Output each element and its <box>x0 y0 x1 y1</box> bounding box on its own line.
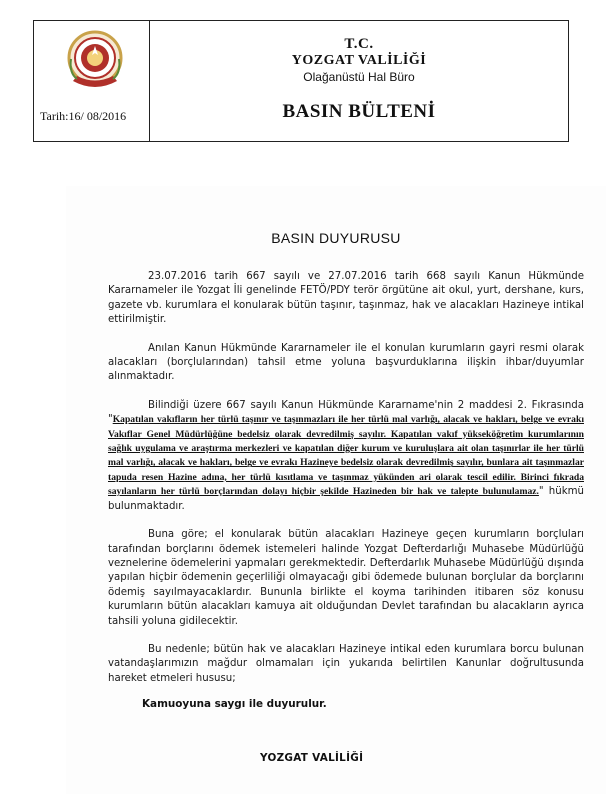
signature-line: YOZGAT VALİLİĞİ <box>260 752 364 764</box>
decree-intro: Bilindiği üzere 667 sayılı Kanun Hükmünde Kararname'nin 2 maddesi 2. Fıkrasında " <box>108 399 584 426</box>
paragraph-seizure: 23.07.2016 tarih 667 sayılı ve 27.07.2016 tarih 668 sayılı Kanun Hükmünde Kararnameler ile Yozgat İli genelinde FETÖ/PDY terör örgütüne ait okul, yurt, dershane, kurs, gazete vb. kurumlara el konularak bütün taşınır, taşınmaz, hak ve alacakları Hazineye intikal ettirilmiştir. <box>108 271 584 326</box>
header-right-cell <box>150 21 568 141</box>
governorship-seal-icon <box>65 29 125 93</box>
announcement-title: BASIN DUYURUSU <box>271 230 401 246</box>
paragraph-conclusion: Bu nedenle; bütün hak ve alacakları Hazineye intikal eden kurumlara borcu bulunan vatandaşlarımızın mağdur olmamaları için yukarıda belirtilen Kanunlar doğrultusunda hareket etmeleri hususu; <box>108 643 584 684</box>
announcement-body <box>108 270 584 700</box>
governorship-title: YOZGAT VALİLİĞİ <box>291 53 427 68</box>
office-name: Olağanüstü Hal Büro <box>303 70 415 84</box>
bulletin-title: BASIN BÜLTENİ <box>282 101 436 122</box>
paragraph-payment-instructions: Buna göre; el konularak bütün alacakları Hazineye geçen kurumların borçluları tarafından borçlarını ödemek istemeleri halinde Yozgat Defterdarlığı Muhasebe Müdürlüğü veznelerine ödemelerini yapmaları gerekmektedir. Defterdarlık Muhasebe Müdürlüğü dışında yapılan hiçbir ödemenin geçerliliği olmayacağı gibi ödemede bulunan borçlular da borçlarını ödemiş sayılmayacaklardır. Bununla birlikte el koyma tarihinden itibaren söz konusu kurumların bütün alacakları kamuya ait olduğundan Devlet tarafından bu alacakların ayrıca tahsili yoluna gidilecektir. <box>108 529 584 627</box>
closing-line: Kamuoyuna saygı ile duyurulur. <box>142 698 327 710</box>
bulletin-date: Tarih:16/ 08/2016 <box>40 109 127 123</box>
press-announcement <box>66 186 606 794</box>
paragraph-informal-collection: Anılan Kanun Hükmünde Kararnameler ile el konulan kurumların gayri resmi olarak alacakları (borçlularından) tahsil etme yoluna başvurduklarına ilişkin ihbar/duyumlar alınmaktadır. <box>108 342 584 383</box>
header-left-cell <box>34 21 150 141</box>
decree-outro: " hükmü bulunmaktadır. <box>108 486 584 512</box>
country-label: T.C. <box>344 36 374 52</box>
decree-quote: Kapatılan vakıfların her türlü taşınır ve taşınmazları ile her türlü mal varlığı, alacak ve hakları, belge ve evrakı Vakıflar Genel Müdürlüğüne bedelsiz olarak devredilmiş sayılır. Kapatılan vakıf yükseköğretim kurumlarının sağlık uygulama ve araştırma merkezleri ve kapatılan diğer kurum ve kuruluşlara ait olan taşınırlar ile her türlü mal varlığı, alacak ve hakları, belge ve evrakı Hazineye bedelsiz olarak devredilmiş sayılır, bunlara ait taşınmazlar tapuda resen Hazine adına, her türlü kısıtlama ve taşınmaz yükünden ari olarak tescil edilir. Birinci fıkrada sayılanların her türlü borçlarından dolayı hiçbir şekilde Hazineden bir hak ve talepte bulunulamaz. <box>108 414 584 498</box>
header-box <box>33 20 569 142</box>
paragraph-decree-article <box>108 399 584 514</box>
